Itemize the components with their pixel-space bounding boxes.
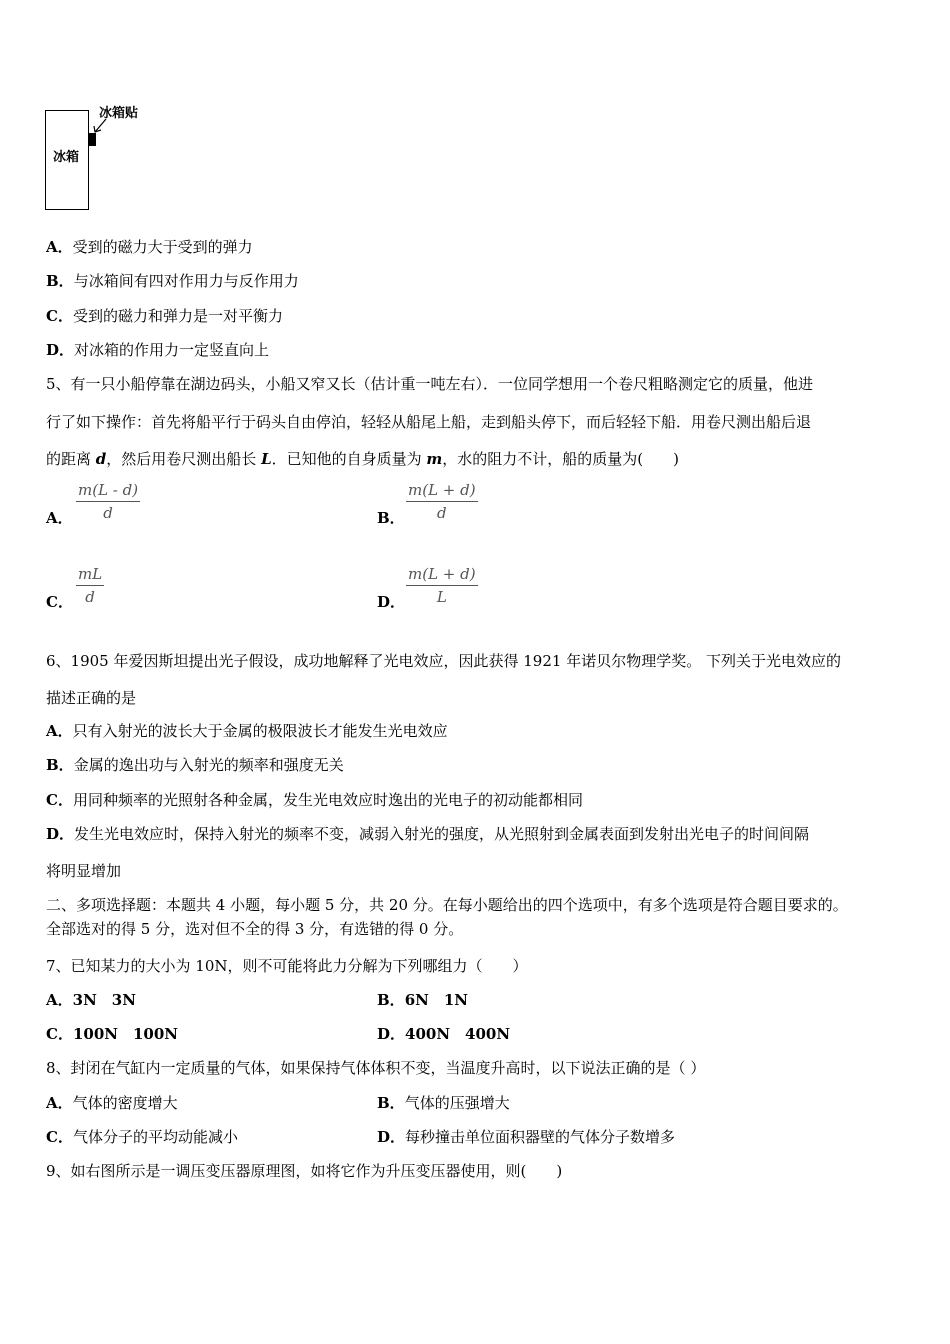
q5-stem-line1: 5、有一只小船停靠在湖边码头，小船又窄又长（估计重一吨左右）．一位同学想用一个卷尺粗略测定它的质量，他进 [46,375,814,393]
sticker-label: 冰箱贴 [99,106,139,121]
q8-stem: 8、封闭在气缸内一定质量的气体，如果保持气体体积不变，当温度升高时，以下说法正确的是（ ） [46,1059,706,1077]
q5-option-b-fraction: $\frac{m(L + d)}{d}$ [408,481,476,522]
q5-stem-line2: 行了如下操作：首先将船平行于码头自由停泊，轻轻从船尾上船，走到船头停下，而后轻轻下船．用卷尺测出船后退 [46,413,812,431]
q7-option-a: A．3N 3N [46,991,136,1009]
q6-option-c: C．用同种频率的光照射各种金属，发生光电效应时逸出的光电子的初动能都相同 [46,791,583,809]
fridge-label: 冰箱 [53,150,80,165]
q5-option-d-fraction: $\frac{m(L + d)}{L}$ [408,565,476,606]
q5-option-c-fraction: $\frac{mL}{d}$ [78,565,103,606]
q5-option-d-label: D． [377,593,406,611]
q6-option-d: D．发生光电效应时，保持入射光的频率不变，减弱入射光的强度，从光照射到金属表面到发射出光电子的时间间隔 [46,825,810,843]
q5-option-b-label: B． [377,509,405,527]
section2-instructions-line1: 二、多项选择题：本题共 4 小题，每小题 5 分，共 20 分。在每小题给出的四个选项中，有多个选项是符合题目要求的。 [46,896,848,914]
q6-option-d-continued: 将明显增加 [46,862,122,880]
q8-option-c: C．气体分子的平均动能减小 [46,1128,238,1146]
q6-stem-line1: 6、1905 年爱因斯坦提出光子假设，成功地解释了光电效应，因此获得 1921 年诺贝尔物理学奖。 下列关于光电效应的 [46,652,841,670]
q5-stem-line3: 的距离 d，然后用卷尺测出船长 L．已知他的自身质量为 m，水的阻力不计，船的质量为( ) [46,450,679,468]
q4-option-a: A．受到的磁力大于受到的弹力 [46,238,253,256]
q4-option-b: B．与冰箱间有四对作用力与反作用力 [46,272,299,290]
q8-option-b: B．气体的压强增大 [377,1094,510,1112]
q7-option-c: C．100N 100N [46,1025,178,1043]
q5-option-a-fraction: $\frac{m(L - d)}{d}$ [78,481,139,522]
q8-option-a: A．气体的密度增大 [46,1094,178,1112]
q8-option-d: D．每秒撞击单位面积器壁的气体分子数增多 [377,1128,676,1146]
q5-option-a-label: A． [46,509,73,527]
section2-instructions-line2: 全部选对的得 5 分，选对但不全的得 3 分，有选错的得 0 分。 [46,920,464,938]
q4-option-c: C．受到的磁力和弹力是一对平衡力 [46,307,283,325]
q4-option-d: D．对冰箱的作用力一定竖直向上 [46,341,270,359]
q6-option-b: B．金属的逸出功与入射光的频率和强度无关 [46,756,344,774]
q7-stem: 7、已知某力的大小为 10N，则不可能将此力分解为下列哪组力（ ） [46,957,528,975]
q9-stem: 9、如右图所示是一调压变压器原理图，如将它作为升压变压器使用，则( ) [46,1162,563,1180]
q7-option-b: B．6N 1N [377,991,468,1009]
q6-option-a: A．只有入射光的波长大于金属的极限波长才能发生光电效应 [46,722,448,740]
q7-option-d: D．400N 400N [377,1025,511,1043]
q6-stem-line2: 描述正确的是 [46,689,137,707]
q5-option-c-label: C． [46,593,73,611]
